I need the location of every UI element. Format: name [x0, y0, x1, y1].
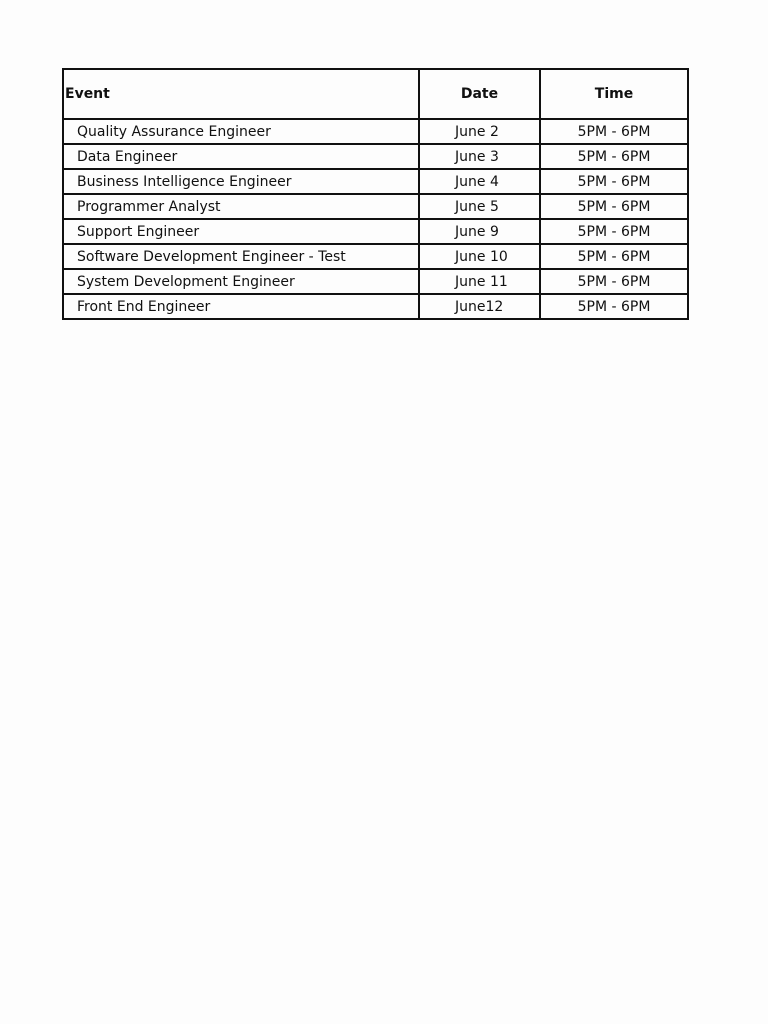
table-row	[63, 144, 688, 169]
table-row	[63, 269, 688, 294]
time-cell: 5PM - 6PM	[540, 169, 688, 194]
event-cell: Business Intelligence Engineer	[63, 169, 419, 194]
date-cell: June 10	[419, 244, 540, 269]
time-cell: 5PM - 6PM	[540, 119, 688, 144]
table-row	[63, 244, 688, 269]
event-cell: Software Development Engineer - Test	[63, 244, 419, 269]
date-cell: June 3	[419, 144, 540, 169]
event-cell: Quality Assurance Engineer	[63, 119, 419, 144]
time-cell: 5PM - 6PM	[540, 194, 688, 219]
date-cell: June12	[419, 294, 540, 319]
date-cell: June 9	[419, 219, 540, 244]
date-cell: June 11	[419, 269, 540, 294]
table-row	[63, 169, 688, 194]
event-cell: System Development Engineer	[63, 269, 419, 294]
table-body	[63, 119, 688, 319]
date-cell: June 2	[419, 119, 540, 144]
date-cell: June 5	[419, 194, 540, 219]
event-cell: Data Engineer	[63, 144, 419, 169]
time-cell: 5PM - 6PM	[540, 269, 688, 294]
date-cell: June 4	[419, 169, 540, 194]
table-header	[63, 69, 688, 119]
table-row	[63, 294, 688, 319]
column-header-date: Date	[419, 69, 540, 119]
table-row	[63, 194, 688, 219]
time-cell: 5PM - 6PM	[540, 219, 688, 244]
event-cell: Front End Engineer	[63, 294, 419, 319]
column-header-event: Event	[63, 69, 419, 119]
time-cell: 5PM - 6PM	[540, 144, 688, 169]
event-cell: Support Engineer	[63, 219, 419, 244]
column-header-time: Time	[540, 69, 688, 119]
event-cell: Programmer Analyst	[63, 194, 419, 219]
table-row	[63, 119, 688, 144]
time-cell: 5PM - 6PM	[540, 294, 688, 319]
event-schedule-table	[62, 68, 689, 320]
header-row	[63, 69, 688, 119]
time-cell: 5PM - 6PM	[540, 244, 688, 269]
table-row	[63, 219, 688, 244]
